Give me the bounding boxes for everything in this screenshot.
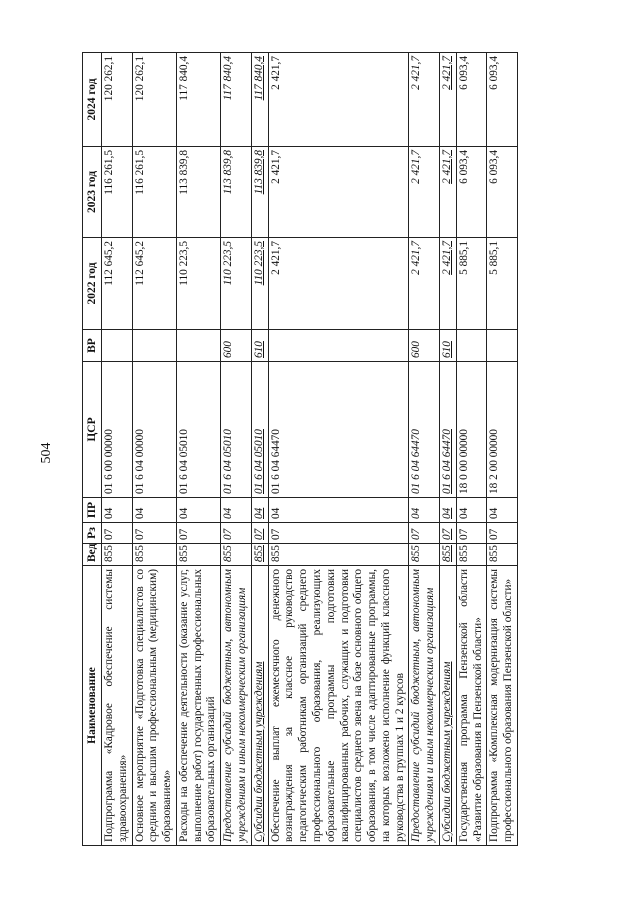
row-name: Субсидии бюджетным учреждениям xyxy=(251,566,268,846)
row-pr: 04 xyxy=(487,498,518,523)
rotated-page-area xyxy=(82,53,515,846)
row-name: Подпрограмма «Комплексная модернизация системы профессионального образования Пензенской области» xyxy=(487,566,518,846)
row-vr xyxy=(132,330,176,362)
row-2022: 2 421,7 xyxy=(268,238,409,330)
row-csr: 01 6 04 05010 xyxy=(176,362,220,498)
table-row xyxy=(409,53,440,846)
row-pr: 04 xyxy=(409,498,440,523)
row-2022: 110 223,5 xyxy=(176,238,220,330)
table-row xyxy=(132,53,176,846)
row-pr: 04 xyxy=(176,498,220,523)
row-2022: 112 645,2 xyxy=(102,238,133,330)
row-vr xyxy=(456,330,487,362)
table-row xyxy=(439,53,456,846)
row-rz: 07 xyxy=(409,523,440,544)
table-row xyxy=(176,53,220,846)
row-2024: 117 840,4 xyxy=(221,53,252,147)
row-rz: 07 xyxy=(439,523,456,544)
row-csr: 01 6 04 05010 xyxy=(251,362,268,498)
row-rz: 07 xyxy=(487,523,518,544)
row-2023: 113 839,8 xyxy=(251,147,268,238)
row-rz: 07 xyxy=(132,523,176,544)
row-pr: 04 xyxy=(221,498,252,523)
row-2023: 2 421,7 xyxy=(268,147,409,238)
row-ved: 855 xyxy=(102,544,133,566)
row-2023: 113 839,8 xyxy=(176,147,220,238)
row-rz: 07 xyxy=(251,523,268,544)
row-2023: 113 839,8 xyxy=(221,147,252,238)
row-2022: 2 421,7 xyxy=(439,238,456,330)
page-number: 504 xyxy=(39,442,54,464)
row-2022: 112 645,2 xyxy=(132,238,176,330)
row-name: Предоставление субсидий бюджетным, автономным учреждениям и иным некоммерческим организациям xyxy=(221,566,252,846)
table-row xyxy=(221,53,252,846)
row-ved: 855 xyxy=(487,544,518,566)
row-vr xyxy=(176,330,220,362)
table-row xyxy=(102,53,133,846)
header-row xyxy=(83,53,102,846)
row-pr: 04 xyxy=(251,498,268,523)
row-pr: 04 xyxy=(268,498,409,523)
row-pr: 04 xyxy=(132,498,176,523)
row-2023: 2 421,7 xyxy=(439,147,456,238)
row-2024: 6 093,4 xyxy=(456,53,487,147)
header-vr: ВР xyxy=(83,330,102,362)
row-2022: 2 421,7 xyxy=(409,238,440,330)
row-vr xyxy=(268,330,409,362)
header-name: Наименование xyxy=(83,566,102,846)
table-row xyxy=(268,53,409,846)
header-2022: 2022 год xyxy=(83,238,102,330)
row-2024: 6 093,4 xyxy=(487,53,518,147)
header-2023: 2023 год xyxy=(83,147,102,238)
row-csr: 01 6 00 00000 xyxy=(102,362,133,498)
table-row xyxy=(487,53,518,846)
row-2024: 117 840,4 xyxy=(176,53,220,147)
row-pr: 04 xyxy=(102,498,133,523)
row-ved: 855 xyxy=(268,544,409,566)
header-pr: ПР xyxy=(83,498,102,523)
row-pr: 04 xyxy=(456,498,487,523)
row-rz: 07 xyxy=(268,523,409,544)
header-2024: 2024 год xyxy=(83,53,102,147)
table-body xyxy=(102,53,518,846)
row-2023: 2 421,7 xyxy=(409,147,440,238)
row-2023: 116 261,5 xyxy=(132,147,176,238)
row-ved: 855 xyxy=(439,544,456,566)
row-rz: 07 xyxy=(221,523,252,544)
row-vr: 600 xyxy=(221,330,252,362)
row-csr: 01 6 04 64470 xyxy=(439,362,456,498)
row-vr xyxy=(102,330,133,362)
row-name: Подпрограмма «Кадровое обеспечение системы здравоохранения» xyxy=(102,566,133,846)
row-csr: 01 6 04 00000 xyxy=(132,362,176,498)
table-row xyxy=(456,53,487,846)
row-rz: 07 xyxy=(102,523,133,544)
row-2024: 117 840,4 xyxy=(251,53,268,147)
row-ved: 855 xyxy=(132,544,176,566)
row-csr: 01 6 04 05010 xyxy=(221,362,252,498)
row-vr: 610 xyxy=(439,330,456,362)
row-name: Основное мероприятие «Подготовка специалистов со средним и высшим профессиональным (медицинским) образованием» xyxy=(132,566,176,846)
row-rz: 07 xyxy=(176,523,220,544)
row-2024: 2 421,7 xyxy=(439,53,456,147)
row-name: Расходы на обеспечение деятельности (оказание услуг, выполнение работ) государственных профессиональных образовательных организаций xyxy=(176,566,220,846)
row-name: Государственная программа Пензенской области «Развитие образования в Пензенской области» xyxy=(456,566,487,846)
table-row xyxy=(251,53,268,846)
row-csr: 01 6 04 64470 xyxy=(268,362,409,498)
row-2024: 120 262,1 xyxy=(102,53,133,147)
row-2023: 6 093,4 xyxy=(487,147,518,238)
row-2023: 116 261,5 xyxy=(102,147,133,238)
row-name: Обеспечение выплат ежемесячного денежного вознаграждения за классное руководство педагогическим работникам организаций среднего профессионального образования, реализующих образовательные программы подготовки квалифицированных рабочих, служащих и подготовки специалистов среднего звена на базе основного общего образования, в том числе адаптированные программы, на которых возложено исполнение функций классного руководства в группах 1 и 2 курсов xyxy=(268,566,409,846)
row-ved: 855 xyxy=(456,544,487,566)
row-2023: 6 093,4 xyxy=(456,147,487,238)
row-name: Субсидии бюджетным учреждениям xyxy=(439,566,456,846)
row-2024: 2 421,7 xyxy=(268,53,409,147)
row-ved: 855 xyxy=(176,544,220,566)
row-2024: 120 262,1 xyxy=(132,53,176,147)
row-csr: 01 6 04 64470 xyxy=(409,362,440,498)
row-ved: 855 xyxy=(221,544,252,566)
row-2022: 5 885,1 xyxy=(456,238,487,330)
row-2022: 110 223,5 xyxy=(221,238,252,330)
header-csr: ЦСР xyxy=(83,362,102,498)
row-ved: 855 xyxy=(251,544,268,566)
header-rz: Рз xyxy=(83,523,102,544)
budget-table xyxy=(82,52,518,846)
header-ved: Вед xyxy=(83,544,102,566)
row-2022: 110 223,5 xyxy=(251,238,268,330)
row-csr: 18 2 00 00000 xyxy=(487,362,518,498)
row-ved: 855 xyxy=(409,544,440,566)
row-csr: 18 0 00 00000 xyxy=(456,362,487,498)
row-2022: 5 885,1 xyxy=(487,238,518,330)
row-name: Предоставление субсидий бюджетным, автономным учреждениям и иным некоммерческим организациям xyxy=(409,566,440,846)
row-rz: 07 xyxy=(456,523,487,544)
row-vr: 610 xyxy=(251,330,268,362)
row-vr xyxy=(487,330,518,362)
row-pr: 04 xyxy=(439,498,456,523)
row-2024: 2 421,7 xyxy=(409,53,440,147)
row-vr: 600 xyxy=(409,330,440,362)
